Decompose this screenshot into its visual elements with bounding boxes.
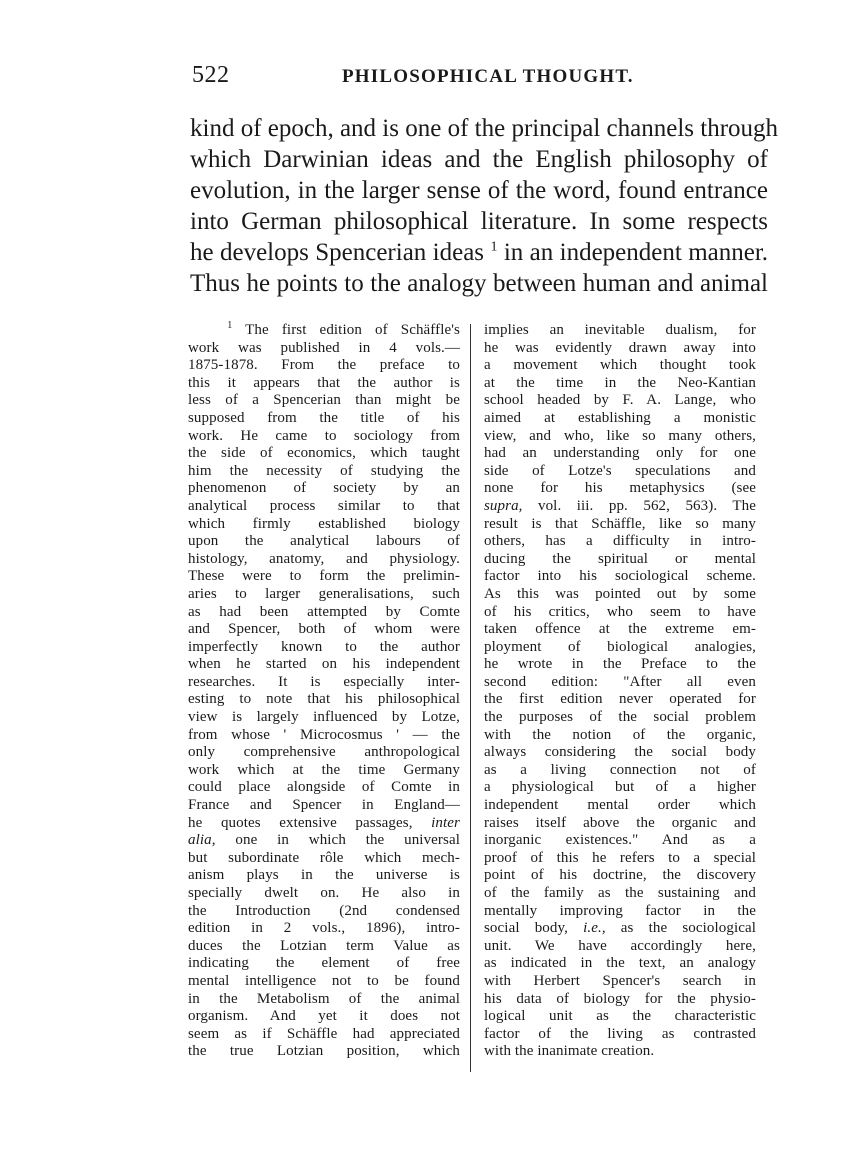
footnote-line: researches. It is especially inter- <box>188 673 460 690</box>
footnote-line: side of Lotze's speculations and <box>484 462 756 479</box>
footnote-line: had an understanding only for one <box>484 445 756 462</box>
page-header <box>192 62 768 96</box>
body-line: which Darwinian ideas and the English philosophy of <box>190 146 768 173</box>
footnote-line: second edition: "After all even <box>484 673 756 690</box>
footnote-line: the first edition never operated for <box>484 691 756 708</box>
page-number: 522 <box>192 62 230 88</box>
body-paragraph <box>190 113 779 299</box>
footnote-line-part: The first edition of Schäffle's <box>245 322 460 338</box>
footnote-line: factor into his sociological scheme. <box>484 568 756 585</box>
footnote-line: These were to form the prelimin- <box>188 568 460 585</box>
body-line: Thus he points to the analogy between human and animal <box>190 270 768 297</box>
footnote-area <box>188 322 768 1082</box>
footnote-line: result is that Schäffle, like so many <box>484 515 756 532</box>
footnote-line: independent mental order which <box>484 797 756 814</box>
footnote-line: of the family as the sustaining and <box>484 885 756 901</box>
footnote-line: school headed by F. A. Lange, who <box>484 392 756 409</box>
running-title: PHILOSOPHICAL THOUGHT. <box>342 66 634 87</box>
footnote-line: view is largely influenced by Lotze, <box>188 709 460 726</box>
footnote-line: the side of economics, which taught <box>188 445 460 462</box>
footnote-line: but subordinate rôle which mech- <box>188 849 460 866</box>
footnote-line: view, and who, like so many others, <box>484 427 756 444</box>
footnote-line: mental intelligence not to be found <box>188 972 460 989</box>
footnote-line: ployment of biological analogies, <box>484 638 756 655</box>
footnote-line: imperfectly known to the author <box>188 638 460 655</box>
footnote-line: less of a Spencerian than might be <box>188 392 460 409</box>
footnote-line: others, has a difficulty in intro- <box>484 533 756 550</box>
footnote-line: 1875-1878. From the preface to <box>188 357 460 374</box>
footnote-line: organism. And yet it does not <box>188 1008 460 1025</box>
footnote-line: a physiological but of a higher <box>484 779 756 796</box>
footnote-line: As this was pointed out by some <box>484 585 756 602</box>
footnote-line <box>484 498 756 516</box>
footnote-line: upon the analytical labours of <box>188 533 460 550</box>
body-line: evolution, in the larger sense of the word, found entrance <box>190 177 768 204</box>
footnote-line-part: he quotes extensive passages, <box>188 814 413 831</box>
footnote-line: mentally improving factor in the <box>484 902 756 919</box>
footnote-line: the Introduction (2nd condensed <box>188 902 460 919</box>
footnote-line: implies an inevitable dualism, for <box>484 322 756 338</box>
footnote-italic: alia, <box>188 832 216 849</box>
footnote-line: could place alongside of Comte in <box>188 779 460 796</box>
footnote-line: with Herbert Spencer's search in <box>484 972 756 989</box>
footnote-line-part: one in which the universal <box>235 832 460 849</box>
footnote-italic: supra, <box>484 497 523 514</box>
footnote-line <box>188 322 460 340</box>
footnote-line: as indicated in the text, an analogy <box>484 955 756 972</box>
footnote-line: with the notion of the organic, <box>484 726 756 743</box>
footnote-line: ducing the spiritual or mental <box>484 550 756 567</box>
footnote-left-column <box>188 322 460 1061</box>
body-line: into German philosophical literature. In some respects <box>190 208 768 235</box>
footnote-right-column <box>484 322 756 1061</box>
body-line-part: in an independent manner. <box>503 239 769 266</box>
footnote-line: and Spencer, both of whom were <box>188 621 460 638</box>
footnote-line: histology, anatomy, and physiology. <box>188 550 460 567</box>
footnote-line: the true Lotzian position, which <box>188 1043 460 1060</box>
footnote-line: anism plays in the universe is <box>188 867 460 884</box>
footnote-line: aries to larger generalisations, such <box>188 585 460 602</box>
footnote-line: when he started on his independent <box>188 656 460 673</box>
body-line-with-note <box>190 237 768 268</box>
footnote-line: his data of biology for the physio- <box>484 990 756 1007</box>
footnote-line: of his critics, who seem to have <box>484 603 756 620</box>
footnote-line: as a living connection not of <box>484 761 756 778</box>
footnote-line: unit. We have accordingly here, <box>484 937 756 954</box>
footnote-line: only comprehensive anthropological <box>188 744 460 761</box>
footnote-line-part: vol. iii. pp. 562, 563). The <box>537 497 756 514</box>
footnote-line: a movement which thought took <box>484 357 756 374</box>
footnote-italic: inter <box>431 814 460 831</box>
footnote-line: work. He came to sociology from <box>188 427 460 444</box>
footnote-italic: i.e., <box>583 920 606 937</box>
footnote-line: logical unit as the characteristic <box>484 1008 756 1025</box>
footnote-line: seem as if Schäffle had appreciated <box>188 1025 460 1042</box>
footnote-reference[interactable]: 1 <box>490 239 498 255</box>
footnote-line: him the necessity of studying the <box>188 462 460 479</box>
footnote-line: he was evidently drawn away into <box>484 339 756 356</box>
footnote-line: taken offence at the extreme em- <box>484 621 756 638</box>
footnote-line: work was published in 4 vols.— <box>188 339 460 356</box>
footnote-line: point of his doctrine, the discovery <box>484 867 756 884</box>
footnote-line: in the Metabolism of the animal <box>188 990 460 1007</box>
footnote-line: proof of this he refers to a special <box>484 849 756 866</box>
footnote-line: work which at the time Germany <box>188 761 460 778</box>
footnote-marker: 1 <box>227 320 233 331</box>
footnote-line <box>188 832 460 850</box>
footnote-line-part: social body, <box>484 920 568 937</box>
footnote-line: phenomenon of society by an <box>188 480 460 497</box>
footnote-line: with the inanimate creation. <box>484 1043 655 1060</box>
footnote-line: supposed from the title of his <box>188 409 460 426</box>
footnote-line: aimed at establishing a monistic <box>484 409 756 426</box>
footnote-line: France and Spencer in England— <box>188 797 460 814</box>
footnote-line <box>188 815 460 833</box>
footnote-line: edition in 2 vols., 1896), intro- <box>188 920 460 937</box>
footnote-line <box>484 920 756 938</box>
footnote-line: indicating the element of free <box>188 955 460 972</box>
footnote-line: which firmly established biology <box>188 515 460 532</box>
footnote-line: esting to note that his philosophical <box>188 691 460 708</box>
footnote-line: as had been attempted by Comte <box>188 603 460 620</box>
footnote-line: factor of the living as contrasted <box>484 1025 756 1042</box>
footnote-line: from whose ' Microcosmus ' — the <box>188 726 460 743</box>
footnote-line: specially dwelt on. He also in <box>188 885 460 901</box>
footnote-line: none for his metaphysics (see <box>484 480 756 497</box>
footnote-line: he wrote in the Preface to the <box>484 656 756 673</box>
column-divider <box>470 324 471 1072</box>
footnote-line: at the time in the Neo-Kantian <box>484 374 756 391</box>
footnote-line: always considering the social body <box>484 744 756 761</box>
footnote-line: inorganic existences." And as a <box>484 832 756 849</box>
body-line-part: he develops Spencerian ideas <box>190 239 485 266</box>
footnote-line: duces the Lotzian term Value as <box>188 937 460 954</box>
footnote-line: this it appears that the author is <box>188 374 460 391</box>
body-line: kind of epoch, and is one of the principal channels through <box>190 115 779 142</box>
footnote-line: analytical process similar to that <box>188 497 460 514</box>
footnote-line: raises itself above the organic and <box>484 814 756 831</box>
footnote-line-part: as the sociological <box>620 920 756 937</box>
footnote-line: the purposes of the social problem <box>484 709 756 726</box>
